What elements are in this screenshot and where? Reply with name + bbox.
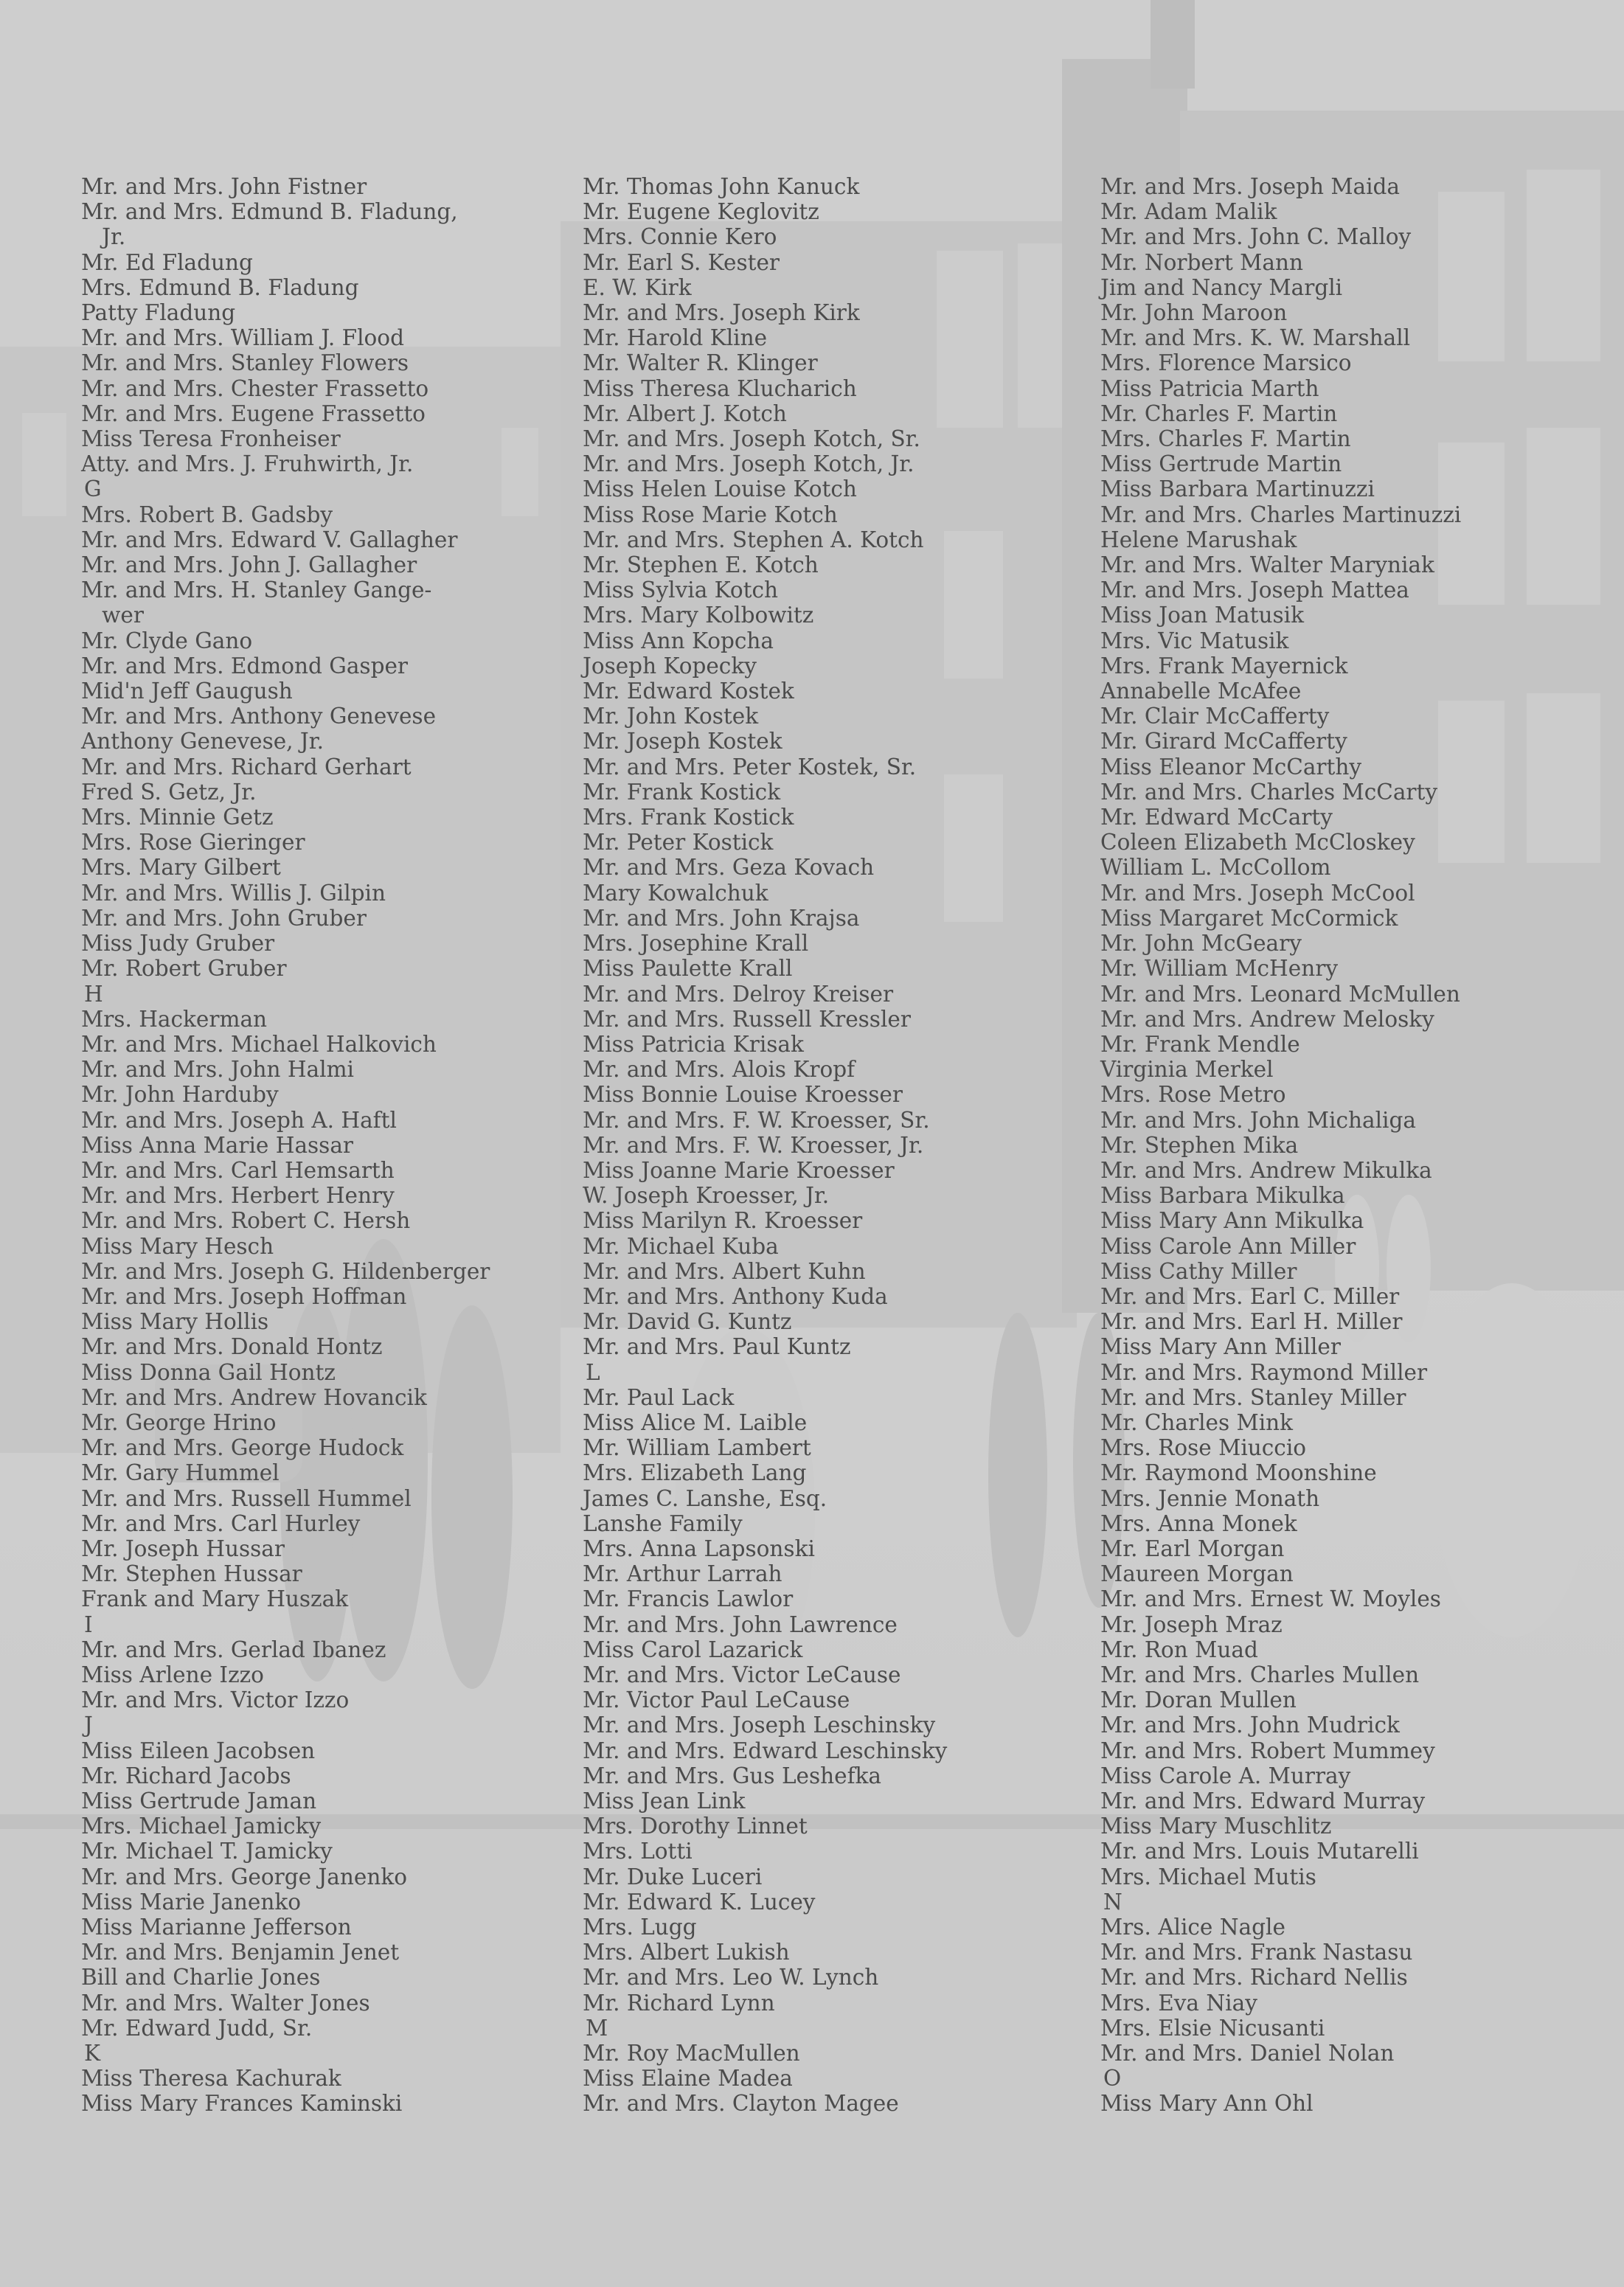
sponsor-entry: Frank and Mary Huszak [81,1586,349,1612]
sponsor-entry: Mr. and Mrs. Gerlad Ibanez [81,1637,386,1662]
sponsor-entry: Mr. and Mrs. John Michaliga [1100,1107,1416,1133]
sponsor-entry: Mr. and Mrs. George Janenko [81,1864,407,1889]
sponsor-entry: Mr. and Mrs. John Gruber [81,905,367,931]
sponsor-entry: Mr. and Mrs. George Hudock [81,1435,404,1461]
sponsor-entry: Mr. and Mrs. F. W. Kroesser, Sr. [583,1107,930,1133]
sponsor-entry: Mr. Norbert Mann [1100,249,1303,275]
sponsor-entry: Mr. and Mrs. Ernest W. Moyles [1100,1586,1441,1612]
sponsor-entry: Miss Marilyn R. Kroesser [583,1208,863,1234]
sponsor-entry: Mr. Richard Jacobs [81,1763,291,1788]
sponsor-entry: Mr. and Mrs. John Fistner [81,174,367,199]
sponsor-entry: Mr. and Mrs. Raymond Miller [1100,1359,1428,1385]
sponsor-entry: Mr. Frank Kostick [583,779,781,805]
sponsor-entry: Miss Patricia Marth [1100,375,1319,401]
sponsor-entry: Mr. and Mrs. Joseph Kotch, Sr. [583,426,920,452]
sponsor-entry: Miss Gertrude Martin [1100,451,1342,477]
sponsor-entry: Mr. and Mrs. Richard Nellis [1100,1965,1408,1991]
sponsor-entry: Miss Judy Gruber [81,931,275,957]
sponsor-entry: Mr. and Mrs. Peter Kostek, Sr. [583,754,917,780]
sponsor-entry: Mr. and Mrs. Joseph Leschinsky [583,1712,936,1738]
sponsor-entry: Mr. and Mrs. Leonard McMullen [1100,981,1460,1007]
sponsor-entry: Mid'n Jeff Gaugush [81,679,293,704]
sponsor-entry: Mr. and Mrs. Earl H. Miller [1100,1309,1403,1335]
sponsor-entry: Mr. and Mrs. Carl Hemsarth [81,1157,395,1183]
sponsor-entry: Mrs. Dorothy Linnet [583,1814,808,1839]
sponsor-entry: wer [81,603,144,628]
sponsor-entry: Mr. Edward McCarty [1100,805,1333,830]
sponsor-entry: Mr. Charles Mink [1100,1409,1294,1435]
sponsor-entry: Mrs. Rose Gieringer [81,830,305,856]
sponsor-entry: Mr. Edward K. Lucey [583,1889,816,1915]
sponsor-entry: Mr. and Mrs. Andrew Melosky [1100,1006,1434,1032]
sponsor-entry: Mr. Ed Fladung [81,249,253,275]
sponsor-entry: Mr. Edward Kostek [583,679,794,704]
section-letter: O [1103,2066,1122,2092]
sponsor-entry: Mr. and Mrs. Walter Maryniak [1100,552,1434,578]
sponsor-column-2 [583,174,1069,2117]
sponsor-entry: Miss Jean Link [583,1788,746,1814]
sponsor-entry: Mr. George Hrino [81,1409,277,1435]
sponsor-entry: Mrs. Frank Mayernick [1100,653,1348,679]
sponsor-entry: Mr. and Mrs. Daniel Nolan [1100,2041,1395,2066]
sponsor-entry: Mr. Girard McCafferty [1100,729,1347,754]
section-letter: I [84,1611,93,1637]
sponsor-entry: Mr. and Mrs. Frank Nastasu [1100,1940,1413,1965]
sponsor-entry: James C. Lanshe, Esq. [583,1485,827,1511]
sponsor-entry: Mr. and Mrs. Carl Hurley [81,1510,361,1536]
sponsor-entry: Mr. and Mrs. Joseph G. Hildenberger [81,1258,490,1284]
sponsor-entry: Mrs. Rose Metro [1100,1082,1286,1108]
sponsor-entry: Mr. Earl Morgan [1100,1535,1285,1561]
sponsor-entry: Mr. Clair McCafferty [1100,704,1330,729]
sponsor-entry: Miss Ann Kopcha [583,628,774,653]
sponsor-entry: Mr. Clyde Gano [81,628,253,653]
sponsor-entry: Miss Paulette Krall [583,956,793,982]
sponsor-entry: Mr. and Mrs. Joseph Kotch, Jr. [583,451,915,477]
sponsor-entry: Mr. Edward Judd, Sr. [81,2015,313,2041]
sponsor-entry: Mr. and Mrs. John Lawrence [583,1611,898,1637]
sponsor-entry: Mr. Stephen Hussar [81,1561,302,1587]
sponsor-entry: Mr. and Mrs. Charles Martinuzzi [1100,502,1462,527]
sponsor-entry: Mr. Roy MacMullen [583,2041,800,2066]
sponsor-entry: Miss Joanne Marie Kroesser [583,1157,895,1183]
sponsor-entry: Mrs. Lotti [583,1839,693,1864]
sponsor-entry: Miss Alice M. Laible [583,1409,808,1435]
sponsor-entry: Mr. and Mrs. William J. Flood [81,325,404,351]
sponsor-entry: Miss Bonnie Louise Kroesser [583,1082,903,1108]
sponsor-entry: Virginia Merkel [1100,1057,1274,1083]
sponsor-entry: Mr. and Mrs. Edmond Gasper [81,653,409,679]
sponsor-entry: Mr. and Mrs. Andrew Hovancik [81,1384,427,1410]
sponsor-entry: Coleen Elizabeth McCloskey [1100,830,1415,856]
section-letter: G [84,476,102,502]
sponsor-entry: Miss Patricia Krisak [583,1031,804,1057]
sponsor-entry: Mr. Victor Paul LeCause [583,1687,850,1713]
sponsor-entry: Mr. and Mrs. Stephen A. Kotch [583,527,924,552]
sponsor-entry: Mr. Adam Malik [1100,199,1277,225]
sponsor-entry: Mr. Charles F. Martin [1100,400,1338,426]
sponsor-entry: Mr. and Mrs. K. W. Marshall [1100,325,1411,351]
sponsor-entry: Mr. and Mrs. Louis Mutarelli [1100,1839,1419,1864]
sponsor-entry: Mr. and Mrs. Richard Gerhart [81,754,412,780]
sponsor-entry: Mrs. Eva Niay [1100,1990,1257,2016]
sponsor-entry: Miss Donna Gail Hontz [81,1359,336,1385]
sponsor-entry: Mrs. Michael Mutis [1100,1864,1316,1889]
sponsor-entry: Mr. Joseph Kostek [583,729,782,754]
sponsor-entry: Mr. Eugene Keglovitz [583,199,819,225]
sponsor-entry: Mr. and Mrs. Chester Frassetto [81,375,429,401]
sponsor-entry: Mr. Arthur Larrah [583,1561,782,1587]
sponsor-entry: Mr. Peter Kostick [583,830,774,856]
sponsor-entry: Miss Carole A. Murray [1100,1763,1351,1788]
sponsor-entry: Mr. and Mrs. Earl C. Miller [1100,1283,1400,1309]
sponsor-entry: Mrs. Frank Kostick [583,805,794,830]
sponsor-entry: Anthony Genevese, Jr. [81,729,324,754]
sponsor-entry: Mr. Albert J. Kotch [583,400,787,426]
sponsor-entry: Mr. and Mrs. Stanley Flowers [81,350,409,376]
sponsor-entry: Mrs. Josephine Krall [583,931,809,957]
sponsor-entry: Mr. and Mrs. Andrew Mikulka [1100,1157,1432,1183]
sponsor-entry: Mr. John McGeary [1100,931,1302,957]
sponsor-entry: Miss Helen Louise Kotch [583,476,857,502]
sponsor-entry: Mr. and Mrs. F. W. Kroesser, Jr. [583,1132,924,1158]
sponsor-entry: Mr. Walter R. Klinger [583,350,818,376]
sponsor-entry: Lanshe Family [583,1510,743,1536]
sponsor-entry: Mrs. Minnie Getz [81,805,274,830]
sponsor-entry: Patty Fladung [81,300,236,326]
sponsor-entry: Mrs. Charles F. Martin [1100,426,1351,452]
sponsor-entry: Miss Mary Hesch [81,1233,274,1259]
sponsor-entry: Mr. Harold Kline [583,325,768,351]
sponsor-entry: Miss Joan Matusik [1100,603,1304,628]
sponsor-entry: Mr. and Mrs. Alois Kropf [583,1057,856,1083]
sponsor-entry: Mrs. Robert B. Gadsby [81,502,333,527]
sponsor-entry: Mrs. Anna Monek [1100,1510,1297,1536]
sponsor-entry: Mr. and Mrs. Edward Leschinsky [583,1738,948,1763]
sponsor-entry: Mr. Doran Mullen [1100,1687,1297,1713]
sponsor-entry: Mr. Frank Mendle [1100,1031,1300,1057]
sponsor-entry: Mr. William McHenry [1100,956,1338,982]
sponsor-entry: Mrs. Mary Kolbowitz [583,603,814,628]
section-letter: K [84,2041,101,2066]
sponsor-entry: Mrs. Albert Lukish [583,1940,790,1965]
sponsor-entry: Mrs. Alice Nagle [1100,1915,1285,1940]
sponsor-entry: Miss Carole Ann Miller [1100,1233,1356,1259]
sponsor-entry: Bill and Charlie Jones [81,1965,321,1991]
sponsor-entry: Mr. and Mrs. Joseph Maida [1100,174,1401,199]
sponsor-entry: Mr. and Mrs. Anthony Genevese [81,704,437,729]
sponsor-entry: Mr. Michael Kuba [583,1233,779,1259]
sponsor-entry: Miss Carol Lazarick [583,1637,803,1662]
sponsor-entry: Mr. and Mrs. Edward Murray [1100,1788,1426,1814]
sponsor-entry: Helene Marushak [1100,527,1297,552]
sponsor-entry: Miss Sylvia Kotch [583,577,779,603]
sponsor-entry: Mr. and Mrs. Anthony Kuda [583,1283,888,1309]
sponsor-entry: Mr. and Mrs. Joseph McCool [1100,880,1415,906]
sponsor-entry: Mr. Joseph Hussar [81,1535,285,1561]
sponsor-entry: Miss Margaret McCormick [1100,905,1398,931]
sponsor-entry: Mr. and Mrs. Donald Hontz [81,1334,383,1360]
sponsor-entry: Mr. Michael T. Jamicky [81,1839,333,1864]
sponsor-entry: Mr. and Mrs. Willis J. Gilpin [81,880,386,906]
sponsor-entry: Mr. and Mrs. Robert Mummey [1100,1738,1435,1763]
sponsor-entry: Miss Elaine Madea [583,2066,793,2092]
sponsor-entry: Jim and Nancy Margli [1100,274,1343,300]
sponsor-entry: Mr. John Kostek [583,704,759,729]
sponsor-entry: Mr. and Mrs. Charles McCarty [1100,779,1438,805]
sponsor-entry: Joseph Kopecky [583,653,757,679]
sponsor-entry: Mr. Paul Lack [583,1384,735,1410]
section-letter: L [586,1359,600,1385]
sponsor-entry: Mr. and Mrs. Edward V. Gallagher [81,527,458,552]
sponsor-entry: Jr. [81,224,126,250]
sponsor-entry: Miss Mary Ann Mikulka [1100,1208,1364,1234]
sponsor-entry: Mr. Joseph Mraz [1100,1611,1283,1637]
sponsor-entry: Miss Teresa Fronheiser [81,426,341,452]
sponsor-entry: Mr. and Mrs. Paul Kuntz [583,1334,851,1360]
sponsor-entry: Mr. and Mrs. Leo W. Lynch [583,1965,879,1991]
sponsor-entry: Mr. and Mrs. Russell Hummel [81,1485,412,1511]
sponsor-entry: Mr. Gary Hummel [81,1460,280,1486]
section-letter: H [84,981,103,1007]
sponsor-entry: Mr. Thomas John Kanuck [583,174,860,199]
sponsor-entry: Mr. and Mrs. Benjamin Jenet [81,1940,400,1965]
sponsor-entry: Mr. and Mrs. John Halmi [81,1057,354,1083]
sponsor-entry: Miss Eleanor McCarthy [1100,754,1362,780]
section-letter: N [1103,1889,1122,1915]
sponsor-entry: Mr. David G. Kuntz [583,1309,792,1335]
sponsor-entry: Miss Rose Marie Kotch [583,502,838,527]
sponsor-entry: Mr. and Mrs. Walter Jones [81,1990,370,2016]
sponsor-entry: Miss Theresa Kachurak [81,2066,341,2092]
sponsor-entry: Mr. and Mrs. Clayton Magee [583,2091,899,2117]
sponsor-entry: Mr. and Mrs. Delroy Kreiser [583,981,894,1007]
sponsor-entry: Mrs. Anna Lapsonski [583,1535,815,1561]
sponsor-entry: Miss Mary Ann Miller [1100,1334,1341,1360]
sponsor-entry: Miss Barbara Mikulka [1100,1183,1345,1209]
sponsor-entry: Miss Mary Frances Kaminski [81,2091,403,2117]
sponsor-entry: Miss Mary Ann Ohl [1100,2091,1314,2117]
sponsor-entry: Mr. John Harduby [81,1082,279,1108]
sponsor-entry: Mr. and Mrs. Charles Mullen [1100,1662,1420,1687]
sponsor-entry: Mrs. Florence Marsico [1100,350,1352,376]
sponsor-entry: Mr. and Mrs. Joseph Mattea [1100,577,1409,603]
sponsor-entry: Mr. and Mrs. John Krajsa [583,905,860,931]
sponsor-entry: Maureen Morgan [1100,1561,1294,1587]
sponsor-entry: Mrs. Elsie Nicusanti [1100,2015,1325,2041]
sponsor-entry: Miss Eileen Jacobsen [81,1738,316,1763]
sponsor-entry: Mrs. Jennie Monath [1100,1485,1320,1511]
sponsor-entry: Mr. and Mrs. Herbert Henry [81,1183,395,1209]
sponsor-entry: Miss Mary Muschlitz [1100,1814,1332,1839]
sponsor-entry: Mr. and Mrs. Joseph Kirk [583,300,860,326]
sponsor-entry: Mrs. Vic Matusik [1100,628,1289,653]
sponsor-entry: Mr. Francis Lawlor [583,1586,794,1612]
sponsor-entry: Mr. Earl S. Kester [583,249,780,275]
sponsor-entry: Mrs. Rose Miuccio [1100,1435,1307,1461]
sponsor-entry: Mrs. Hackerman [81,1006,268,1032]
sponsor-entry: Mr. Ron Muad [1100,1637,1258,1662]
sponsor-entry: Miss Anna Marie Hassar [81,1132,354,1158]
sponsor-entry: Mrs. Lugg [583,1915,697,1940]
sponsor-entry: Mrs. Connie Kero [583,224,777,250]
sponsor-entry: Mr. and Mrs. Eugene Frassetto [81,400,426,426]
sponsor-entry: Mr. and Mrs. Edmund B. Fladung, [81,199,458,225]
section-letter: M [586,2015,608,2041]
sponsor-entry: Miss Gertrude Jaman [81,1788,317,1814]
sponsor-entry: Mr. and Mrs. Joseph Hoffman [81,1283,407,1309]
sponsor-entry: Mr. and Mrs. John C. Malloy [1100,224,1412,250]
sponsor-entry: Mr. and Mrs. Russell Kressler [583,1006,911,1032]
sponsor-entry: Mrs. Edmund B. Fladung [81,274,359,300]
sponsor-entry: W. Joseph Kroesser, Jr. [583,1183,830,1209]
sponsor-entry: Miss Barbara Martinuzzi [1100,476,1375,502]
sponsor-entry: Mr. and Mrs. Joseph A. Haftl [81,1107,397,1133]
sponsor-entry: Mr. John Maroon [1100,300,1288,326]
sponsor-entry: Mary Kowalchuk [583,880,768,906]
sponsor-entry: Mr. Robert Gruber [81,956,287,982]
sponsor-entry: Annabelle McAfee [1100,679,1302,704]
sponsor-entry: Mr. and Mrs. Robert C. Hersh [81,1208,411,1234]
sponsor-entry: Miss Cathy Miller [1100,1258,1297,1284]
sponsor-entry: Mrs. Michael Jamicky [81,1814,322,1839]
sponsor-entry: Mr. and Mrs. Stanley Miller [1100,1384,1406,1410]
sponsor-entry: Mr. Richard Lynn [583,1990,775,2016]
sponsor-entry: Miss Marie Janenko [81,1889,301,1915]
sponsor-entry: Atty. and Mrs. J. Fruhwirth, Jr. [81,451,414,477]
sponsor-entry: Mr. and Mrs. John Mudrick [1100,1712,1400,1738]
sponsor-entry: Miss Mary Hollis [81,1309,269,1335]
sponsor-column-3 [1100,174,1587,2117]
sponsor-entry: Mr. and Mrs. Victor LeCause [583,1662,901,1687]
sponsor-entry: Mr. and Mrs. Michael Halkovich [81,1031,437,1057]
sponsor-entry: Mr. and Mrs. Albert Kuhn [583,1258,866,1284]
sponsor-entry: Mr. and Mrs. John J. Gallagher [81,552,417,578]
sponsor-entry: E. W. Kirk [583,274,692,300]
section-letter: J [84,1712,93,1738]
sponsor-entry: William L. McCollom [1100,855,1331,881]
sponsor-entry: Mr. and Mrs. H. Stanley Gange- [81,577,432,603]
sponsor-entry: Fred S. Getz, Jr. [81,779,257,805]
sponsor-entry: Miss Arlene Izzo [81,1662,264,1687]
sponsor-entry: Mr. Stephen E. Kotch [583,552,819,578]
sponsor-entry: Mr. Raymond Moonshine [1100,1460,1377,1486]
sponsor-entry: Mr. Stephen Mika [1100,1132,1299,1158]
sponsor-column-1 [81,174,568,2117]
sponsor-entry: Mr. Duke Luceri [583,1864,763,1889]
sponsor-entry: Miss Theresa Klucharich [583,375,857,401]
sponsor-entry: Miss Marianne Jefferson [81,1915,352,1940]
sponsor-entry: Mrs. Mary Gilbert [81,855,281,881]
sponsor-entry: Mr. William Lambert [583,1435,811,1461]
sponsor-entry: Mr. and Mrs. Geza Kovach [583,855,875,881]
sponsor-entry: Mr. and Mrs. Gus Leshefka [583,1763,881,1788]
sponsor-entry: Mr. and Mrs. Victor Izzo [81,1687,350,1713]
sponsor-entry: Mrs. Elizabeth Lang [583,1460,807,1486]
